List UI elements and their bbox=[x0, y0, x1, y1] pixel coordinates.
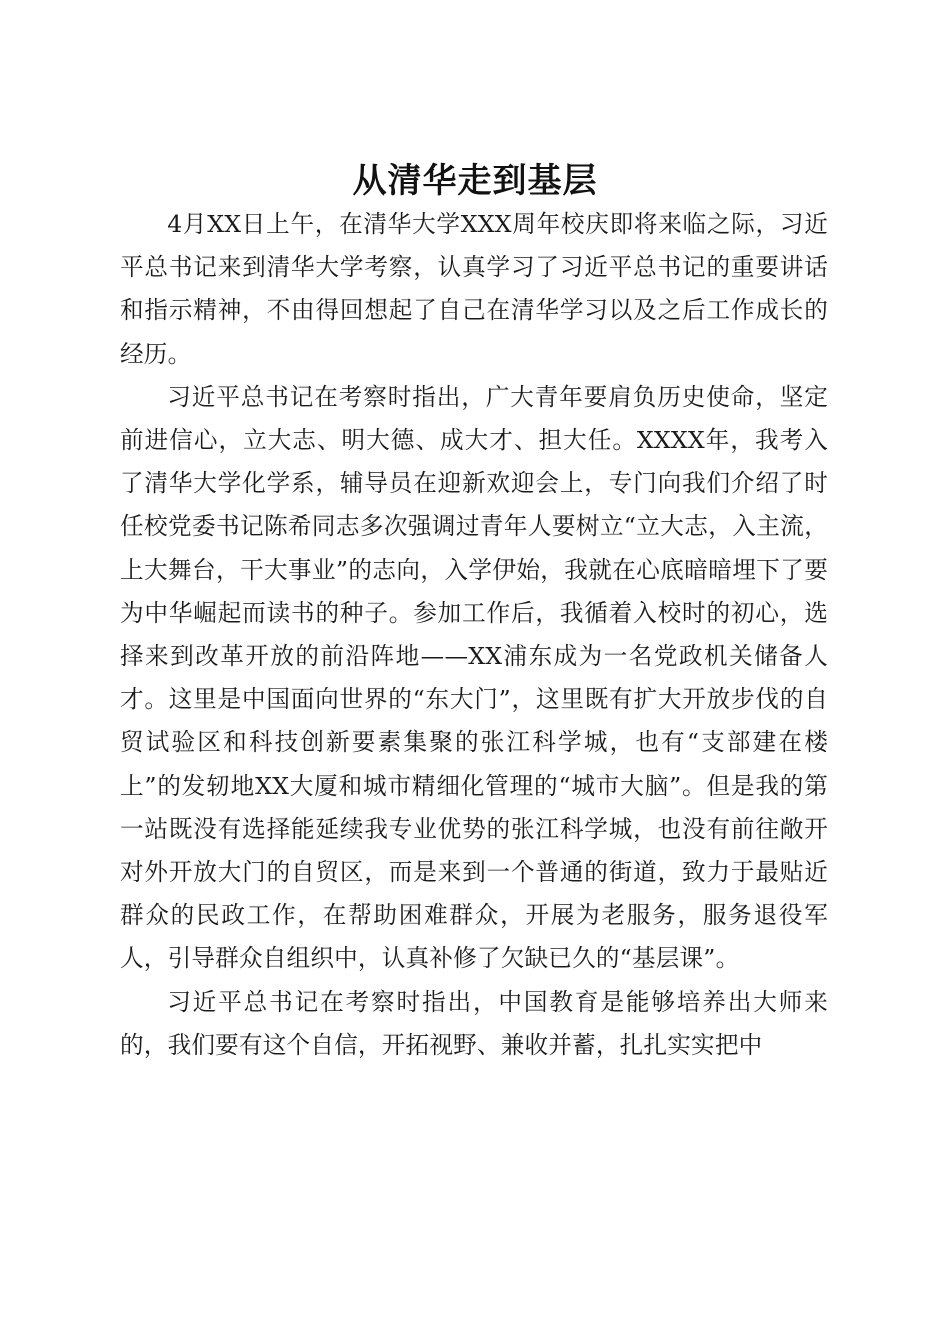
paragraph-3: 习近平总书记在考察时指出，中国教育是能够培养出大师来的，我们要有这个自信，开拓视野、兼收并蓄，扎扎实实把中 bbox=[120, 987, 828, 1059]
paragraph-2: 习近平总书记在考察时指出，广大青年要肩负历史使命，坚定前进信心，立大志、明大德、成大才、担大任。XXXX年，我考入了清华大学化学系，辅导员在迎新欢迎会上，专门向我们介绍了时任校党委书记陈希同志多次强调过青年人要树立“立大志，入主流，上大舞台，干大事业”的志向，入学伊始，我就在心底暗暗埋下了要为中华崛起而读书的种子。参加工作后，我循着入校时的初心，选择来到改革开放的前沿阵地——XX浦东成为一名党政机关储备人才。这里是中国面向世界的“东大门”，这里既有扩大开放步伐的自贸试验区和科技创新要素集聚的张江科学城，也有“支部建在楼上”的发轫地XX大厦和城市精细化管理的“城市大脑”。但是我的第一站既没有选择能延续我专业优势的张江科学城，也没有前往敞开对外开放大门的自贸区，而是来到一个普通的街道，致力于最贴近群众的民政工作，在帮助困难群众，开展为老服务，服务退役军人，引导群众自组织中，认真补修了欠缺已久的“基层课”。 bbox=[120, 382, 828, 973]
paragraph-1: 4月XX日上午，在清华大学XXX周年校庆即将来临之际，习近平总书记来到清华大学考察，认真学习了习近平总书记的重要讲话和指示精神，不由得回想起了自己在清华学习以及之后工作成长的经历。 bbox=[120, 210, 828, 368]
document-body bbox=[120, 203, 828, 1067]
document-title: 从清华走到基层 bbox=[352, 160, 598, 201]
